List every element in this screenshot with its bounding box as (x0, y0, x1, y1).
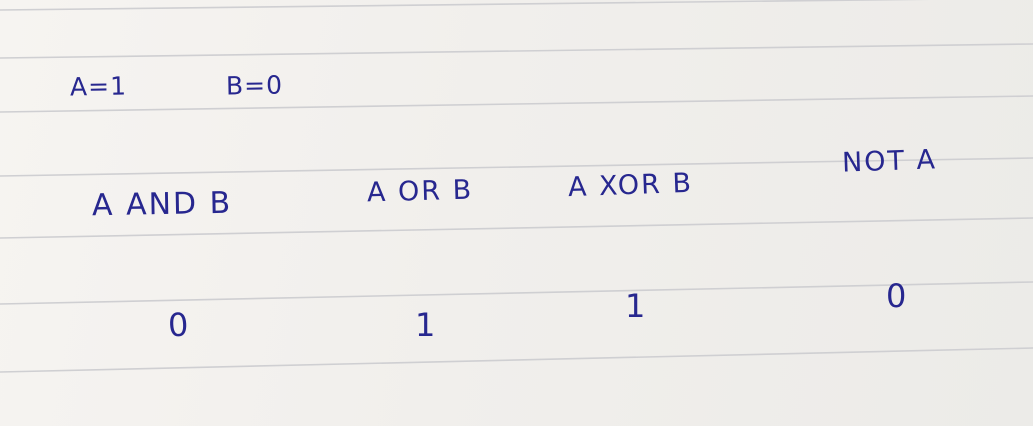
rule-line (0, 348, 1033, 372)
given-b-value: B=0 (225, 70, 284, 101)
rule-line (0, 282, 1033, 304)
result-not: 0 (886, 277, 908, 315)
rule-line (0, 44, 1033, 58)
result-or: 1 (415, 306, 437, 344)
header-not: NOT A (841, 144, 938, 179)
header-and: A AND B (91, 185, 233, 224)
given-a-value: A=1 (69, 71, 128, 102)
result-xor: 1 (625, 287, 647, 325)
rule-line (0, 96, 1033, 112)
rule-line (0, 0, 1033, 10)
result-and: 0 (167, 305, 191, 345)
header-or: A OR B (366, 174, 474, 209)
header-xor: A XOR B (567, 167, 694, 204)
